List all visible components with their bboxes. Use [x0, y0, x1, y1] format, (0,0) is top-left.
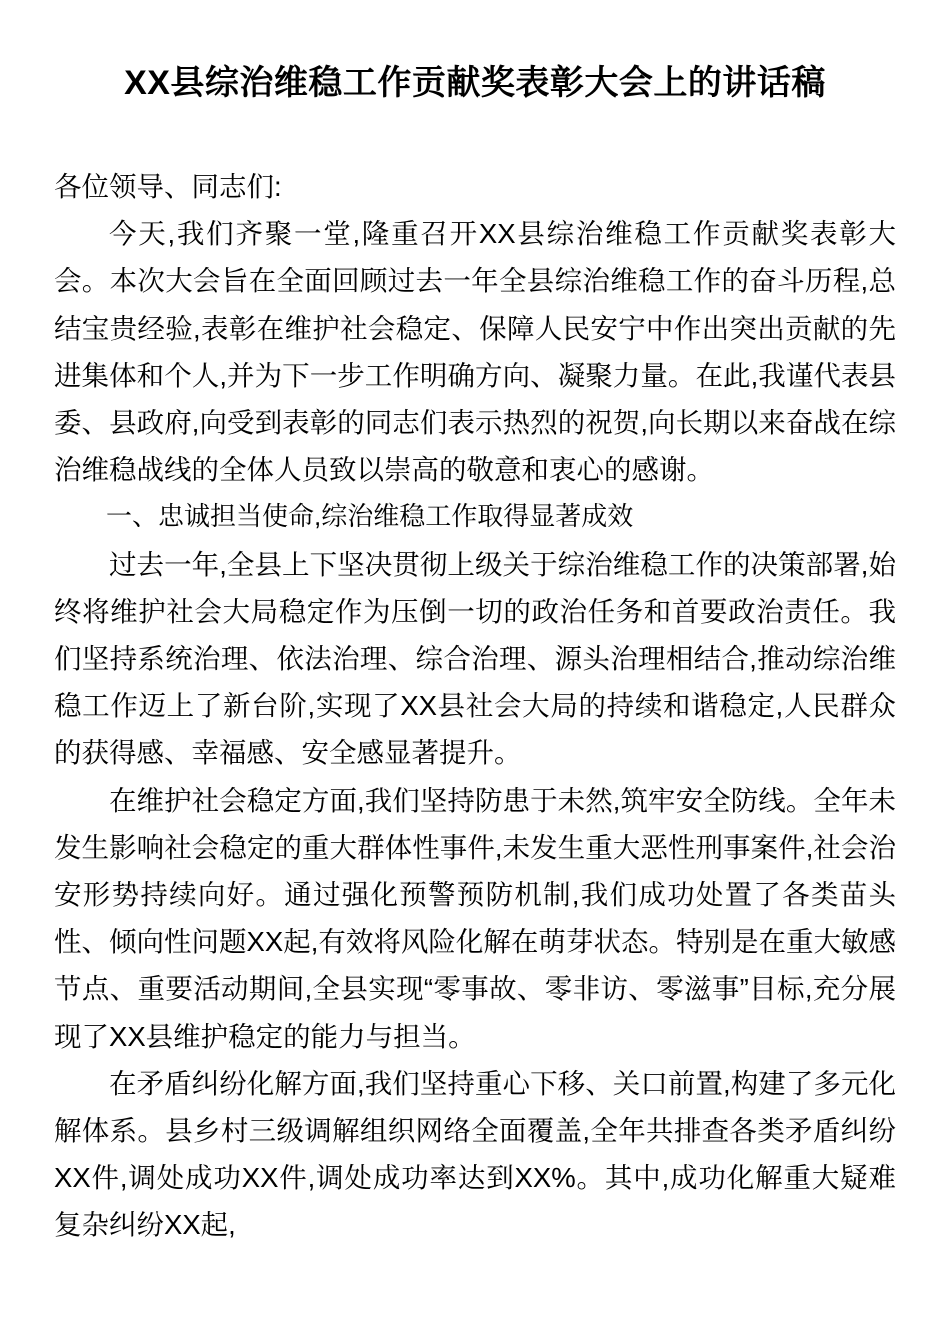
opening-paragraph: 今天,我们齐聚一堂,隆重召开XX县综治维稳工作贡献奖表彰大会。本次大会旨在全面回顾过去一年全县综治维稳工作的奋斗历程,总结宝贵经验,表彰在维护社会稳定、保障人民安宁中作出突出贡献的先进集体和个人,并为下一步工作明确方向、凝聚力量。在此,我谨代表县委、县政府,向受到表彰的同志们表示热烈的祝贺,向长期以来奋战在综治维稳战线的全体人员致以崇高的敬意和衷心的感谢。 [54, 218, 896, 486]
section-one-paragraph-3: 在矛盾纠纷化解方面,我们坚持重心下移、关口前置,构建了多元化解体系。县乡村三级调解组织网络全面覆盖,全年共排查各类矛盾纠纷XX件,调处成功XX件,调处成功率达到XX%。其中,成功化解重大疑难复杂纠纷XX起, [54, 1067, 896, 1241]
section-heading-one: 一、忠诚担当使命,综治维稳工作取得显著成效 [106, 501, 634, 532]
salutation-line: 各位领导、同志们: [54, 171, 282, 202]
section-one-paragraph-2: 在维护社会稳定方面,我们坚持防患于未然,筑牢安全防线。全年未发生影响社会稳定的重大群体性事件,未发生重大恶性刑事案件,社会治安形势持续向好。通过强化预警预防机制,我们成功处置了各类苗头性、倾向性问题XX起,有效将风险化解在萌芽状态。特别是在重大敏感节点、重要活动期间,全县实现“零事故、零非访、零滋事”目标,充分展现了XX县维护稳定的能力与担当。 [54, 784, 896, 1052]
section-one-paragraph-1: 过去一年,全县上下坚决贯彻上级关于综治维稳工作的决策部署,始终将维护社会大局稳定作为压倒一切的政治任务和首要政治责任。我们坚持系统治理、依法治理、综合治理、源头治理相结合,推动综治维稳工作迈上了新台阶,实现了XX县社会大局的持续和谐稳定,人民群众的获得感、幸福感、安全感显著提升。 [54, 548, 896, 769]
document-body [54, 163, 896, 1249]
page-title: XX县综治维稳工作贡献奖表彰大会上的讲话稿 [124, 64, 826, 102]
